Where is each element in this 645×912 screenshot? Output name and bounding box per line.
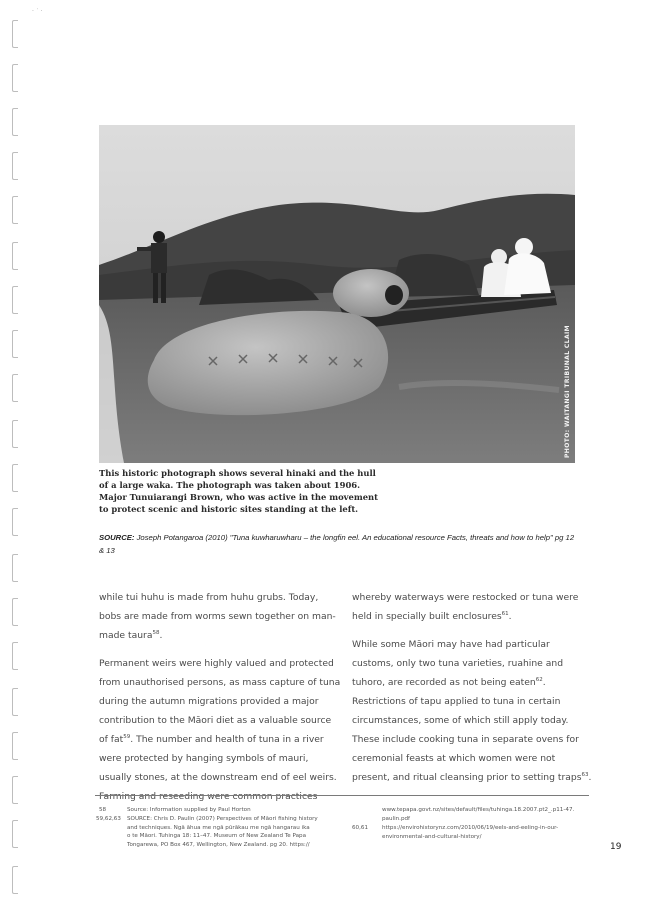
photo-caption: This historic photograph shows several hinaki and the hull of a large waka. The photograph was taken about 1906. Major Tunuiarangi Brown, who was active in the movement to protect scenic and historic sites standing at the left. xyxy=(99,468,378,514)
left-paragraph-2: Permanent weirs were highly valued and protected from unauthorised persons, as mass capture of tuna during the autumn migrations provided a major contribution to the Māori diet as a valuable source of fat$^{59}$. The number and health of tuna in a river were protected by hanging symbols of mauri, usually stones, at the downstream end of eel weirs. Farming and reseeding were common practices xyxy=(99,658,341,802)
footnote-number: 59,62,63 xyxy=(96,816,121,822)
scan-specks: · ˙ · xyxy=(32,8,43,15)
footnote-ref: 63 xyxy=(581,771,589,778)
footnote-number: 60,61 xyxy=(352,825,369,831)
footnote-text: https://envirohistorynz.com/2010/06/19/eels-and-eeling-in-our- environmental-and-cultural-history/ xyxy=(382,825,559,840)
historic-photograph xyxy=(99,125,575,463)
footnote-text: www.tepapa.govt.nz/sites/default/files/tuhinga.18.2007.pt2_.p11-47. paulin.pdf xyxy=(382,807,575,822)
footnote-text: Source: Information supplied by Paul Horton xyxy=(127,807,251,813)
page-number: 19 xyxy=(610,842,622,852)
right-paragraph-1: whereby waterways were restocked or tuna were held in specially built enclosures$^{61}$. xyxy=(352,592,579,622)
right-paragraph-2: While some Māori may have had particular customs, only two tuna varieties, ruahine and tuhoro, are recorded as not being eaten$^{62}$. Restrictions of tapu applied to tuna in certain circumstances, some of which still apply today. These include cooking tuna in separate ovens for ceremonial feasts at which women were not present, and ritual cleansing prior to setting traps$^{63}$. xyxy=(352,639,592,783)
body-column-right xyxy=(352,588,592,796)
footnote-ref: 62 xyxy=(535,676,543,683)
source-citation xyxy=(99,531,579,557)
footnote-ref: 58 xyxy=(152,629,160,636)
footnote-text: SOURCE: Chris D. Paulin (2007) Perspectives of Māori fishing history and techniques. Ngā āhua me ngā pūrākau me ngā hangarau ika o te Māori. Tuhinga 18: 11–47. Museum of New Zealand Te Papa Tongarewa, PO Box 467, Wellington, New Zealand. pg 20. https:// xyxy=(127,816,318,848)
footnote-ref: 59 xyxy=(123,733,131,740)
footnote-divider xyxy=(95,795,589,796)
left-paragraph-1: while tui huhu is made from huhu grubs. Today, bobs are made from worms sewn together on man-made taura$^{58}$. xyxy=(99,592,336,641)
photo-illustration xyxy=(99,125,575,463)
footnote-number: 58 xyxy=(99,807,107,813)
footnote-ref: 61 xyxy=(501,610,509,617)
body-column-left xyxy=(99,588,341,815)
binder-holes xyxy=(8,20,22,900)
hinaki-mouth xyxy=(385,285,403,305)
source-text: Joseph Potangaroa (2010) "Tuna kuwharuwharu – the longfin eel. An educational resource Facts, threats and how to help" pg 12 & 13 xyxy=(99,533,575,555)
source-label: SOURCE: xyxy=(99,533,135,542)
photo-credit: PHOTO: WAITANGI TRIBUNAL CLAIM xyxy=(564,325,571,459)
